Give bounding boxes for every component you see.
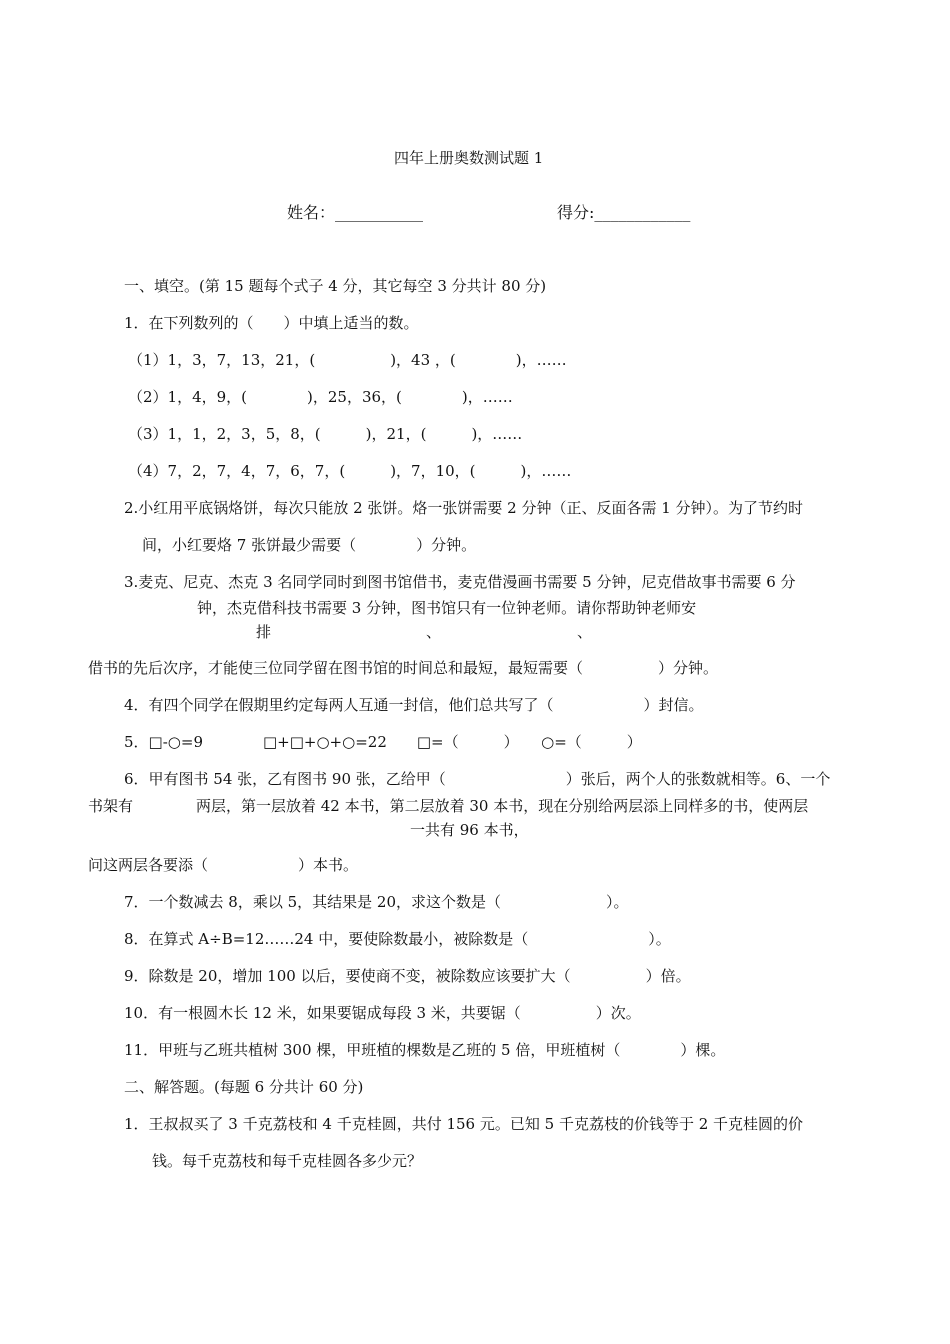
- question-10: 10．有一根圆木长 12 米，如果要锯成每段 3 米，共要锯（ ）次。: [124, 1004, 641, 1022]
- question-9: 9．除数是 20，增加 100 以后，要使商不变，被除数应该要扩大（ ）倍。: [124, 967, 691, 985]
- question-11: 11．甲班与乙班共植树 300 棵，甲班植的棵数是乙班的 5 倍，甲班植树（ ）棵。: [124, 1041, 726, 1059]
- question-2-line-2: 间，小红要烙 7 张饼最少需要（ ）分钟。: [142, 536, 477, 554]
- question-3-line-3c: 、: [577, 623, 593, 641]
- section2-heading: 二、解答题。(每题 6 分共计 60 分): [124, 1078, 364, 1096]
- problem-1-line-1: 1．王叔叔买了 3 千克荔枝和 4 千克桂圆，共付 156 元。已知 5 千克荔枝的价钱等于 2 千克桂圆的价: [124, 1115, 804, 1133]
- question-6-line-1: 6．甲有图书 54 张，乙有图书 90 张，乙给甲（ ）张后，两个人的张数就相等。6、一个: [124, 770, 831, 788]
- problem-1-line-2: 钱。每千克荔枝和每千克桂圆各多少元？: [152, 1152, 423, 1170]
- question-6-line-3: 一共有 96 本书，: [410, 821, 529, 839]
- question-3-line-3b: 、: [426, 623, 442, 641]
- question-1-part-3: （3）1，1，2，3，5，8，( )，21，( )，……: [128, 425, 523, 443]
- question-1-part-4: （4）7，2，7，4，7，6，7，( )，7，10，( )，……: [128, 462, 572, 480]
- question-3-line-1: 3.麦克、尼克、杰克 3 名同学同时到图书馆借书，麦克借漫画书需要 5 分钟，尼克借故事书需要 6 分: [124, 573, 796, 591]
- question-1: 1．在下列数列的（ ）中填上适当的数。: [124, 314, 419, 332]
- question-3-line-4: 借书的先后次序，才能使三位同学留在图书馆的时间总和最短，最短需要（ ）分钟。: [88, 659, 719, 677]
- question-3-line-2: 钟，杰克借科技书需要 3 分钟，图书馆只有一位钟老师。请你帮助钟老师安: [197, 599, 697, 617]
- question-6-line-2b: 两层，第一层放着 42 本书，第二层放着 30 本书，现在分别给两层添上同样多的书，使两层: [196, 797, 809, 815]
- question-6-line-2a: 书架有: [88, 797, 134, 815]
- page-title: 四年上册奥数测试题 1: [394, 149, 544, 167]
- question-6-line-4: 问这两层各要添（ ）本书。: [88, 856, 359, 874]
- question-4: 4．有四个同学在假期里约定每两人互通一封信，他们总共写了（ ）封信。: [124, 696, 704, 714]
- question-2-line-1: 2.小红用平底锅烙饼，每次只能放 2 张饼。烙一张饼需要 2 分钟（正、反面各需 1 分钟）。为了节约时: [124, 499, 804, 517]
- question-1-part-2: （2）1，4，9，( )，25，36，( )，……: [128, 388, 513, 406]
- score-field: 得分:____________: [557, 203, 691, 222]
- question-7: 7．一个数减去 8，乘以 5，其结果是 20，求这个数是（ ）。: [124, 893, 629, 911]
- question-5: 5．□-○=9 □+□+○+○=22 □=（ ） ○=（ ）: [124, 733, 642, 751]
- name-field: 姓名：___________: [287, 203, 424, 222]
- question-8: 8．在算式 A÷B=12……24 中，要使除数最小，被除数是（ ）。: [124, 930, 671, 948]
- section1-heading: 一、填空。(第 15 题每个式子 4 分，其它每空 3 分共计 80 分): [124, 277, 547, 295]
- question-3-line-3a: 排: [256, 623, 272, 641]
- question-1-part-1: （1）1，3，7，13，21，( )，43 ，( )，……: [128, 351, 567, 369]
